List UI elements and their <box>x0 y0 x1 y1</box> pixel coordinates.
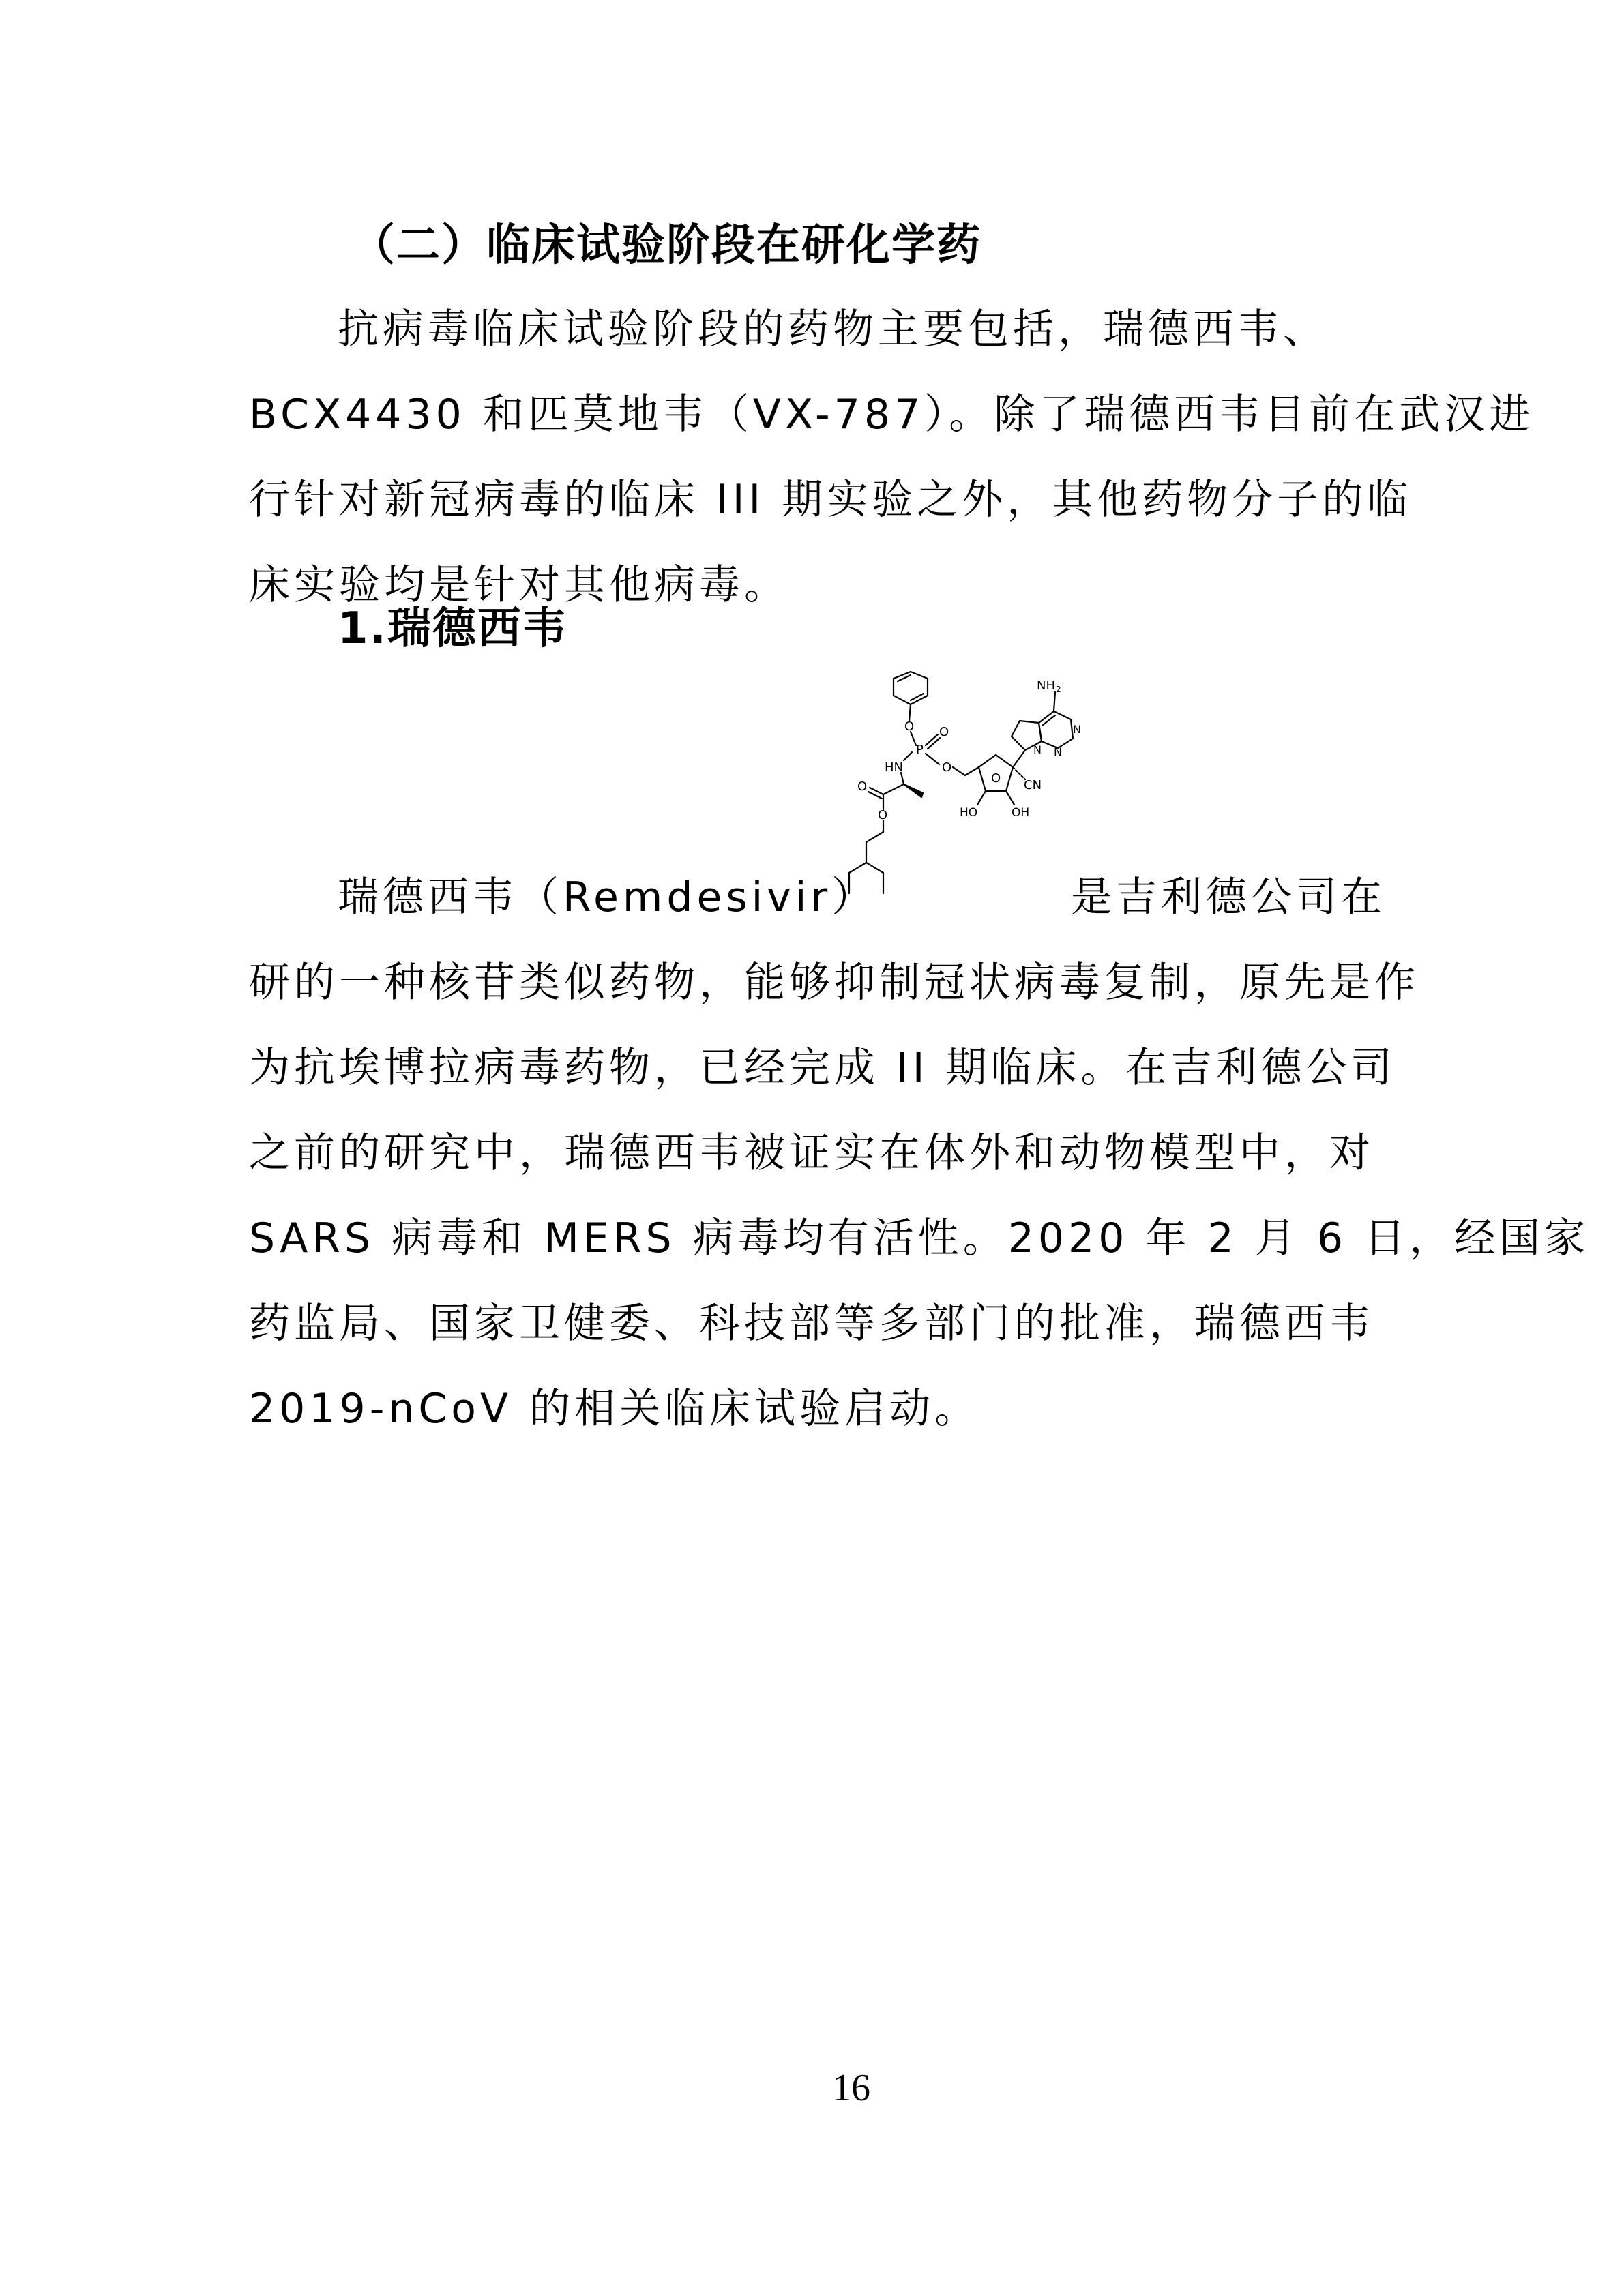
subsection-heading: 1.瑞德西韦 <box>338 603 567 654</box>
section-heading: （二）临床试验阶段在研化学药 <box>351 220 981 271</box>
page-number: 16 <box>832 2067 870 2109</box>
nh2-label: NH <box>1037 679 1055 693</box>
paragraph1-line-4: 床实验均是针对其他病毒。 <box>249 561 789 609</box>
hydroxyl-label-2: OH <box>1012 806 1030 820</box>
paragraph2-line-4: 之前的研究中，瑞德西韦被证实在体外和动物模型中，对 <box>249 1129 1374 1177</box>
nh2-subscript: 2 <box>1056 685 1061 694</box>
paragraph2-line-7: 2019-nCoV 的相关临床试验启动。 <box>249 1385 980 1433</box>
nitrile-label: CN <box>1024 778 1042 792</box>
phosphorus-label: P <box>916 743 924 757</box>
paragraph2-line-1-right: 是吉利德公司在 <box>1071 874 1386 921</box>
paragraph2-line-6: 药监局、国家卫健委、科技部等多部门的批准，瑞德西韦 <box>249 1300 1374 1347</box>
nitrogen-label-1: N <box>1033 743 1042 756</box>
paragraph1-line-3: 行针对新冠病毒的临床 III 期实验之外，其他药物分子的临 <box>249 476 1413 524</box>
phenoxy-oxygen-label: O <box>904 719 915 734</box>
paragraph2-line-2: 研的一种核苷类似药物，能够抑制冠状病毒复制，原先是作 <box>249 959 1419 1007</box>
ester-oxygen-label: O <box>878 808 888 822</box>
paragraph1-line-1: 抗病毒临床试验阶段的药物主要包括，瑞德西韦、 <box>338 305 1328 353</box>
carbonyl-oxygen-label: O <box>857 779 868 794</box>
paragraph2-line-5: SARS 病毒和 MERS 病毒均有活性。2020 年 2 月 6 日，经国家 <box>249 1214 1590 1262</box>
linker-oxygen-label: O <box>942 760 952 775</box>
phosphoryl-oxygen-label: O <box>939 725 949 739</box>
ring-oxygen-label: O <box>991 771 1001 786</box>
paragraph2-line-3: 为抗埃博拉病毒药物，已经完成 II 期临床。在吉利德公司 <box>249 1044 1396 1092</box>
amine-label: HN <box>885 760 903 775</box>
paragraph1-line-2: BCX4430 和匹莫地韦（VX-787）。除了瑞德西韦目前在武汉进 <box>249 391 1535 438</box>
paragraph2-line-1-left: 瑞德西韦（Remdesivir） <box>338 874 877 921</box>
hydroxyl-label-1: HO <box>960 806 978 820</box>
nitrogen-label-3: N <box>1073 723 1081 736</box>
nitrogen-label-2: N <box>1054 745 1062 758</box>
